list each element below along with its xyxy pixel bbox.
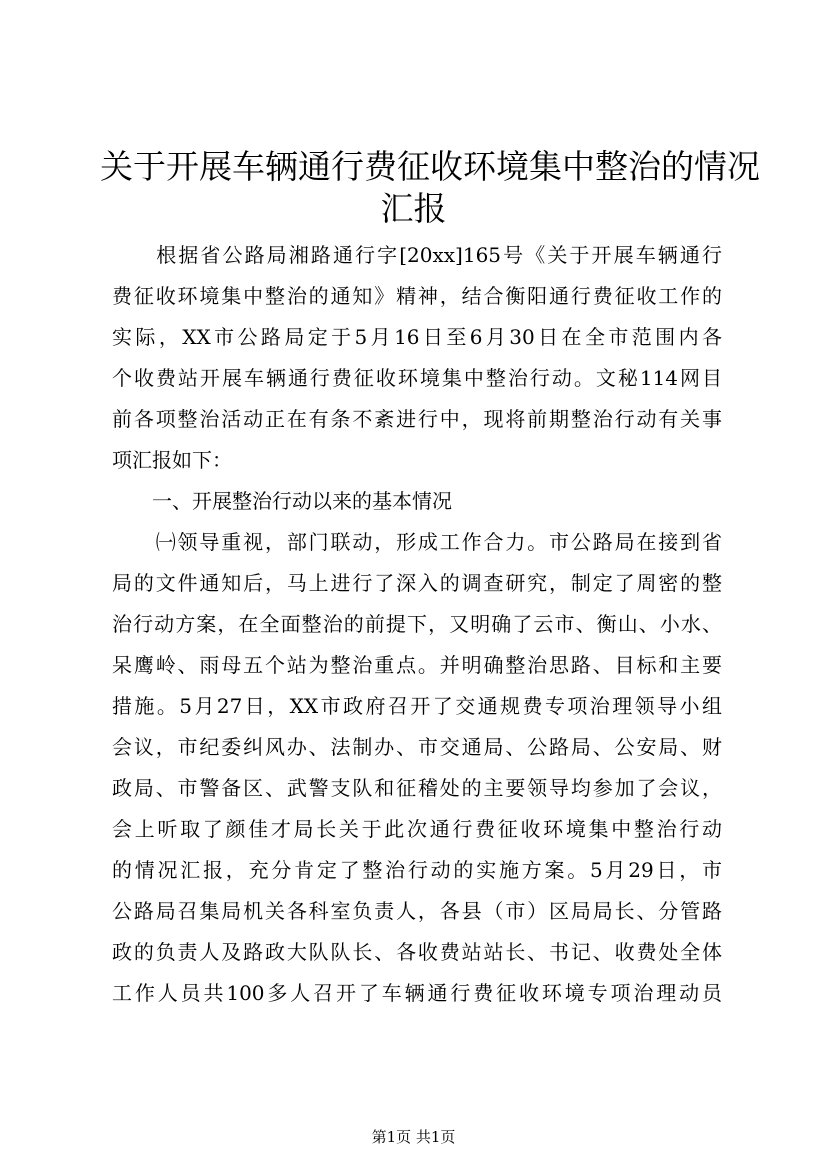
body-line: 费征收环境集中整治的通知》精神，结合衡阳通行费征收工作的 (112, 284, 722, 308)
section-heading: 一、开展整治行动以来的基本情况 (112, 489, 452, 513)
body-line: 个收费站开展车辆通行费征收环境集中整治行动。文秘114网目 (112, 366, 722, 390)
body-line: 措施。5月27日，XX市政府召开了交通规费专项治理领导小组 (112, 694, 722, 718)
body-line: 会议，市纪委纠风办、法制办、市交通局、公路局、公安局、财 (112, 735, 722, 759)
body-line: 治行动方案，在全面整治的前提下，又明确了云市、衡山、小水、 (112, 612, 722, 636)
body-line: 呆鹰岭、雨母五个站为整治重点。并明确整治思路、目标和主要 (112, 653, 722, 677)
body-line: 前各项整治活动正在有条不紊进行中，现将前期整治行动有关事 (112, 407, 722, 431)
body-line: 根据省公路局湘路通行字[20xx]165号《关于开展车辆通行 (112, 243, 722, 267)
body-line: 实际，XX市公路局定于5月16日至6月30日在全市范围内各 (112, 325, 722, 349)
document-body (112, 235, 722, 1014)
body-line: 会上听取了颜佳才局长关于此次通行费征收环境集中整治行动 (112, 817, 722, 841)
body-line: 公路局召集局机关各科室负责人，各县（市）区局局长、分管路 (112, 899, 722, 923)
body-line: 政局、市警备区、武警支队和征稽处的主要领导均参加了会议， (112, 776, 722, 800)
body-line: 政的负责人及路政大队队长、各收费站站长、书记、收费处全体 (112, 940, 722, 964)
page-footer: 第1页 共1页 (371, 1128, 456, 1146)
body-line: ㈠领导重视，部门联动，形成工作合力。市公路局在接到省 (112, 530, 722, 554)
body-line: 工作人员共100多人召开了车辆通行费征收环境专项治理动员 (112, 981, 722, 1005)
body-line: 项汇报如下： (112, 448, 232, 472)
document-title-line-1: 关于开展车辆通行费征收环境集中整治的情况 (100, 147, 760, 186)
body-line: 局的文件通知后，马上进行了深入的调查研究，制定了周密的整 (112, 571, 722, 595)
body-line: 的情况汇报，充分肯定了整治行动的实施方案。5月29日，市 (112, 858, 722, 882)
document-title-line-2: 汇报 (380, 189, 447, 228)
